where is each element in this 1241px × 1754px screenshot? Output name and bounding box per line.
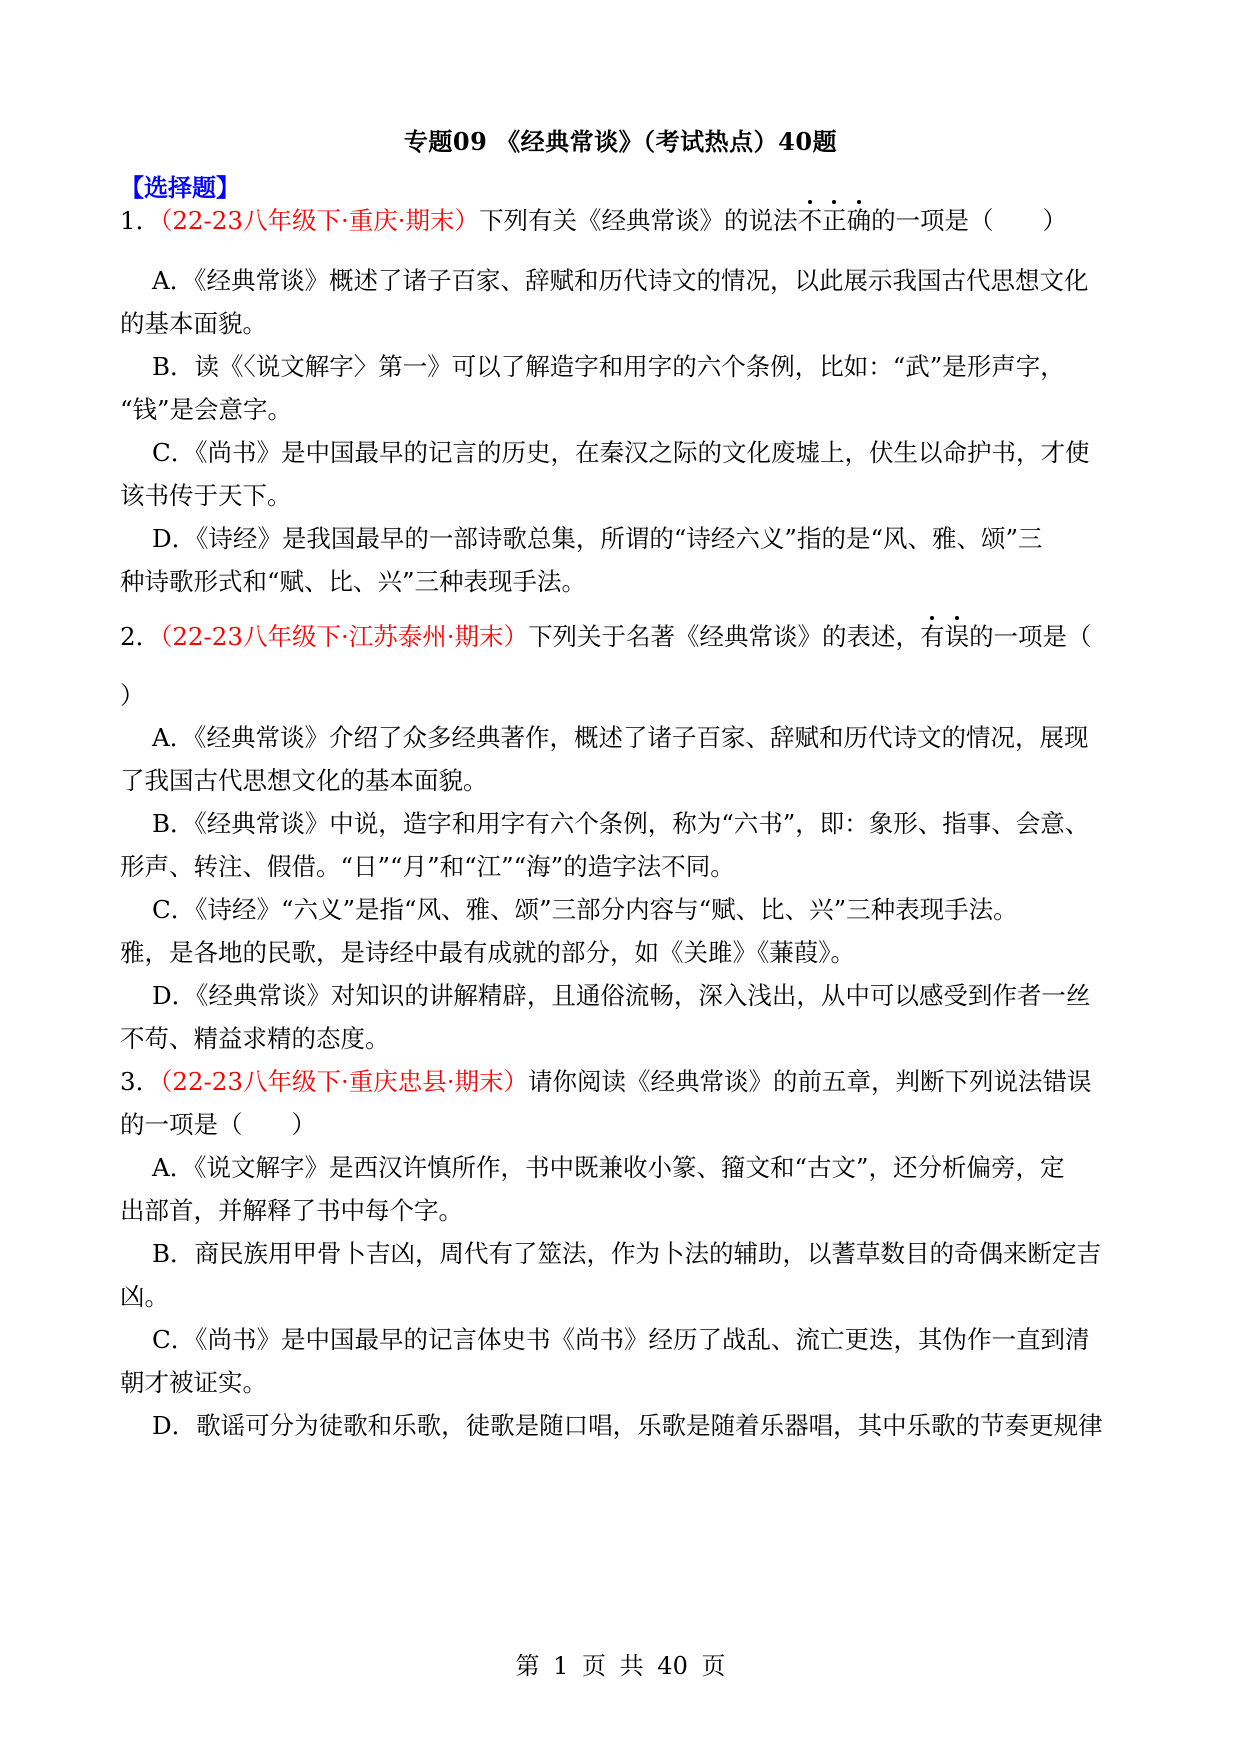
question-2-stem xyxy=(120,619,1092,655)
question-3-stem xyxy=(120,1064,1092,1100)
page-footer: 第 1 页 共 40 页 xyxy=(515,1652,726,1680)
option-d: D．歌谣可分为徒歌和乐歌，徒歌是随口唱，乐歌是随着乐器唱，其中乐歌的节奏更规律 xyxy=(152,1411,1103,1440)
option-b: B．商民族用甲骨卜吉凶，周代有了筮法，作为卜法的辅助，以蓍草数目的奇偶来断定吉 xyxy=(152,1239,1102,1268)
option-d-cont: 不苟、精益求精的态度。 xyxy=(120,1024,390,1053)
option-a-cont: 的基本面貌。 xyxy=(120,309,267,338)
option-c: C．《尚书》是中国最早的记言体史书《尚书》经历了战乱、流亡更迭，其伪作一直到清 xyxy=(152,1325,1090,1354)
option-b: B．《经典常谈》中说，造字和用字有六个条例，称为“六书”，即：象形、指事、会意、 xyxy=(152,809,1090,838)
question-stem-text: 下列关于名著《经典常谈》的表述， xyxy=(528,622,921,651)
option-d: D．《诗经》是我国最早的一部诗歌总集，所谓的“诗经六义”指的是“风、雅、颂”三 xyxy=(152,524,1043,553)
emphasis-char: 不 xyxy=(798,203,823,239)
question-stem-text: 的一项是（ ） xyxy=(871,206,1068,235)
question-stem-text: 下列有关《经典常谈》的说法 xyxy=(479,206,798,235)
option-b-cont: 形声、转注、假借。“日”“月”和“江”“海”的造字法不同。 xyxy=(120,852,735,881)
page-title: 专题09 《经典常谈》（考试热点）40题 xyxy=(403,127,838,156)
option-a: A．《说文解字》是西汉许慎所作，书中既兼收小篆、籀文和“古文”，还分析偏旁，定 xyxy=(152,1153,1065,1182)
option-b-cont: 凶。 xyxy=(120,1282,169,1311)
emphasis-char: 确 xyxy=(847,203,872,239)
question-number: 2． xyxy=(120,622,161,651)
question-source: （22-23八年级下·重庆·期末） xyxy=(160,206,480,235)
option-a-cont: 出部首，并解释了书中每个字。 xyxy=(120,1196,463,1225)
question-2-stem-cont: ） xyxy=(120,681,145,710)
emphasis-char: 有 xyxy=(920,619,945,655)
question-source: （22-23八年级下·江苏泰州·期末） xyxy=(160,622,529,651)
question-stem-text: 的一项是（ xyxy=(969,622,1092,651)
option-c: C．《诗经》“六义”是指“风、雅、颂”三部分内容与“赋、比、兴”三种表现手法。 xyxy=(152,895,1018,924)
option-c-cont: 雅，是各地的民歌，是诗经中最有成就的部分，如《关雎》《蒹葭》。 xyxy=(120,938,855,967)
option-b-cont: “钱”是会意字。 xyxy=(120,395,293,424)
option-d: D．《经典常谈》对知识的讲解精辟，且通俗流畅，深入浅出，从中可以感受到作者一丝 xyxy=(152,981,1091,1010)
option-a-cont: 了我国古代思想文化的基本面貌。 xyxy=(120,766,488,795)
question-stem-text: 请你阅读《经典常谈》的前五章，判断下列说法错误 xyxy=(528,1067,1092,1096)
section-heading: 【选择题】 xyxy=(120,173,240,202)
option-c: C．《尚书》是中国最早的记言的历史，在秦汉之际的文化废墟上，伏生以命护书，才使 xyxy=(152,438,1090,467)
option-b: B．读《〈说文解字〉第一》可以了解造字和用字的六个条例，比如：“武”是形声字， xyxy=(152,352,1065,381)
emphasis-char: 误 xyxy=(945,619,970,655)
question-number: 3． xyxy=(120,1067,161,1096)
option-c-cont: 该书传于天下。 xyxy=(120,481,292,510)
question-number: 1． xyxy=(120,206,161,235)
option-d-cont: 种诗歌形式和“赋、比、兴”三种表现手法。 xyxy=(120,567,587,596)
question-3-stem-cont: 的一项是（ ） xyxy=(120,1110,316,1139)
option-c-cont: 朝才被证实。 xyxy=(120,1368,267,1397)
option-a: A．《经典常谈》概述了诸子百家、辞赋和历代诗文的情况，以此展示我国古代思想文化 xyxy=(152,266,1089,295)
emphasis-char: 正 xyxy=(822,203,847,239)
question-1-stem xyxy=(120,203,1067,239)
option-a: A．《经典常谈》介绍了众多经典著作，概述了诸子百家、辞赋和历代诗文的情况，展现 xyxy=(152,723,1089,752)
question-source: （22-23八年级下·重庆忠县·期末） xyxy=(160,1067,529,1096)
